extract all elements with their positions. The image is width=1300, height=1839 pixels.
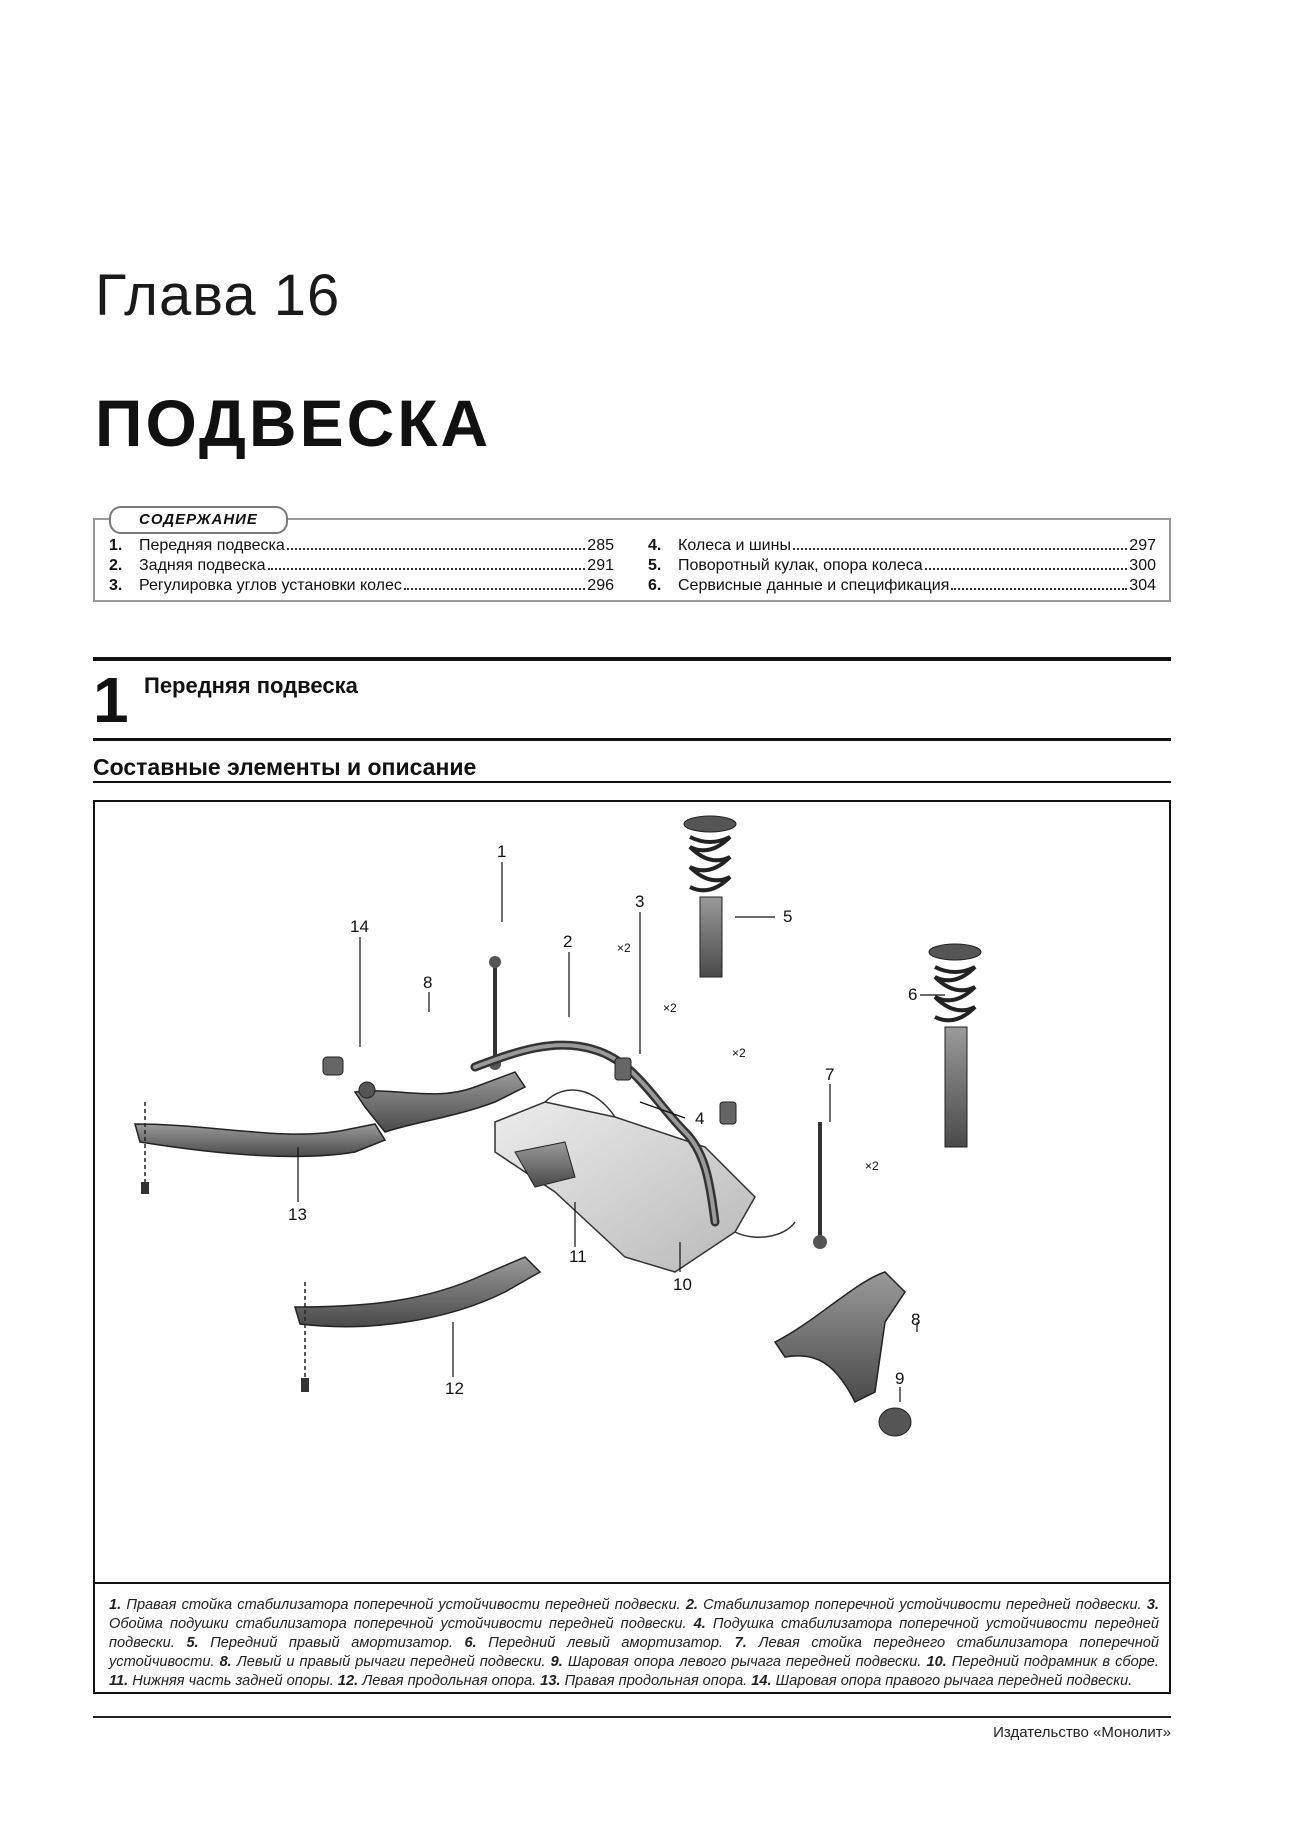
contents-item[interactable] bbox=[109, 534, 614, 554]
contents-leader-dots bbox=[951, 574, 1127, 590]
contents-item-page: 296 bbox=[587, 577, 614, 594]
contents-item-number: 5. bbox=[648, 557, 662, 574]
callout-label: 8 bbox=[911, 1310, 921, 1329]
caption-item: 2. Стабилизатор поперечной устойчивости передней подвески. bbox=[685, 1597, 1147, 1613]
right-stabilizer-link bbox=[489, 956, 501, 1070]
figure-caption bbox=[109, 1596, 1159, 1691]
contents-item-text: Колеса и шины bbox=[678, 537, 791, 554]
contents-item[interactable] bbox=[648, 574, 1156, 594]
contents-item-page: 304 bbox=[1129, 577, 1156, 594]
quantity-label: ×2 bbox=[663, 1001, 677, 1015]
contents-item-page: 285 bbox=[587, 537, 614, 554]
quantity-label: ×2 bbox=[865, 1159, 879, 1173]
quantity-label: ×2 bbox=[732, 1046, 746, 1060]
contents-item-page: 291 bbox=[587, 557, 614, 574]
front-left-shock-absorber bbox=[929, 944, 981, 1147]
caption-item: 4. Подушка стабилизатора поперечной устойчивости передней подвески. bbox=[109, 1616, 1159, 1651]
contents-item-number: 3. bbox=[109, 577, 123, 594]
callout-label: 11 bbox=[569, 1247, 587, 1266]
contents-item-text: Поворотный кулак, опора колеса bbox=[678, 557, 923, 574]
contents-label: СОДЕРЖАНИЕ bbox=[109, 506, 288, 534]
left-stabilizer-link bbox=[813, 1122, 827, 1249]
chapter-label: Глава 16 bbox=[95, 263, 341, 328]
suspension-diagram bbox=[93, 800, 1171, 1694]
contents-item[interactable] bbox=[109, 554, 614, 574]
caption-item: 9. Шаровая опора левого рычага передней подвески. bbox=[550, 1654, 927, 1670]
contents-item-text: Регулировка углов установки колес bbox=[139, 577, 402, 594]
callout-label: 7 bbox=[825, 1065, 835, 1084]
contents-item-number: 2. bbox=[109, 557, 123, 574]
stabilizer-bushing-clamp bbox=[615, 1058, 631, 1080]
front-right-shock-absorber bbox=[684, 816, 736, 977]
callout-label: 5 bbox=[783, 907, 793, 926]
callout-label: 3 bbox=[635, 892, 645, 911]
caption-item: 12. Левая продольная опора. bbox=[337, 1673, 541, 1689]
stabilizer-bushing bbox=[720, 1102, 736, 1124]
caption-item: 6. Передний левый амортизатор. bbox=[464, 1635, 735, 1651]
left-lower-arm bbox=[775, 1272, 905, 1402]
contents-item-number: 6. bbox=[648, 577, 662, 594]
caption-item: 8. Левый и правый рычаги передней подвески. bbox=[219, 1654, 551, 1670]
subsection-rule bbox=[93, 781, 1171, 783]
contents-item-text: Передняя подвеска bbox=[139, 537, 285, 554]
caption-item: 11. Нижняя часть задней опоры. bbox=[109, 1673, 338, 1689]
contents-item[interactable] bbox=[648, 554, 1156, 574]
exploded-view-drawing bbox=[95, 802, 1169, 1582]
right-trailing-arm bbox=[135, 1102, 385, 1194]
contents-item-number: 1. bbox=[109, 537, 123, 554]
callout-label: 1 bbox=[497, 842, 507, 861]
callout-label: 10 bbox=[673, 1275, 692, 1294]
contents-item-text: Сервисные данные и спецификация bbox=[678, 577, 950, 594]
section-title: Передняя подвеска bbox=[144, 673, 358, 698]
left-trailing-arm bbox=[295, 1257, 540, 1392]
subsection-title: Составные элементы и описание bbox=[93, 754, 477, 780]
section-bottom-rule bbox=[93, 738, 1171, 741]
caption-item: 7. Левая стойка переднего стабилизатора поперечной устойчивости. bbox=[109, 1635, 1159, 1670]
contents-leader-dots bbox=[404, 574, 585, 590]
chapter-title: ПОДВЕСКА bbox=[95, 386, 492, 460]
footer-rule bbox=[93, 1716, 1171, 1718]
right-ball-joint bbox=[323, 1057, 343, 1075]
publisher-footer: Издательство «Монолит» bbox=[993, 1724, 1171, 1741]
contents-item[interactable] bbox=[109, 574, 614, 594]
contents-column-right bbox=[648, 534, 1156, 594]
contents-item-page: 300 bbox=[1129, 557, 1156, 574]
caption-item: 14. Шаровая опора правого рычага передней подвески. bbox=[751, 1673, 1133, 1689]
contents-box bbox=[93, 511, 1171, 602]
caption-rule bbox=[95, 1582, 1169, 1584]
contents-leader-dots bbox=[925, 554, 1128, 570]
contents-leader-dots bbox=[268, 554, 586, 570]
left-ball-joint bbox=[879, 1408, 911, 1436]
section-top-rule bbox=[93, 657, 1171, 661]
contents-item-number: 4. bbox=[648, 537, 662, 554]
callout-label: 12 bbox=[445, 1379, 464, 1398]
caption-item: 1. Правая стойка стабилизатора поперечной устойчивости передней подвески. bbox=[109, 1597, 686, 1613]
caption-item: 13. Правая продольная опора. bbox=[540, 1673, 752, 1689]
contents-item-text: Задняя подвеска bbox=[139, 557, 266, 574]
caption-item: 10. Передний подрамник в сборе. bbox=[926, 1654, 1159, 1670]
callout-label: 8 bbox=[423, 973, 433, 992]
callout-label: 6 bbox=[908, 985, 918, 1004]
contents-leader-dots bbox=[287, 534, 585, 550]
callout-label: 4 bbox=[695, 1109, 705, 1128]
contents-leader-dots bbox=[793, 534, 1127, 550]
section-number: 1 bbox=[93, 664, 129, 736]
contents-item-page: 297 bbox=[1129, 537, 1156, 554]
callout-label: 14 bbox=[350, 917, 369, 936]
caption-item: 5. Передний правый амортизатор. bbox=[186, 1635, 465, 1651]
callout-label: 9 bbox=[895, 1369, 905, 1388]
contents-item[interactable] bbox=[648, 534, 1156, 554]
callout-label: 13 bbox=[288, 1205, 307, 1224]
caption-item: 3. Обойма подушки стабилизатора поперечной устойчивости передней подвески. bbox=[109, 1597, 1159, 1632]
callout-label: 2 bbox=[563, 932, 573, 951]
quantity-label: ×2 bbox=[617, 941, 631, 955]
contents-column-left bbox=[109, 534, 614, 594]
